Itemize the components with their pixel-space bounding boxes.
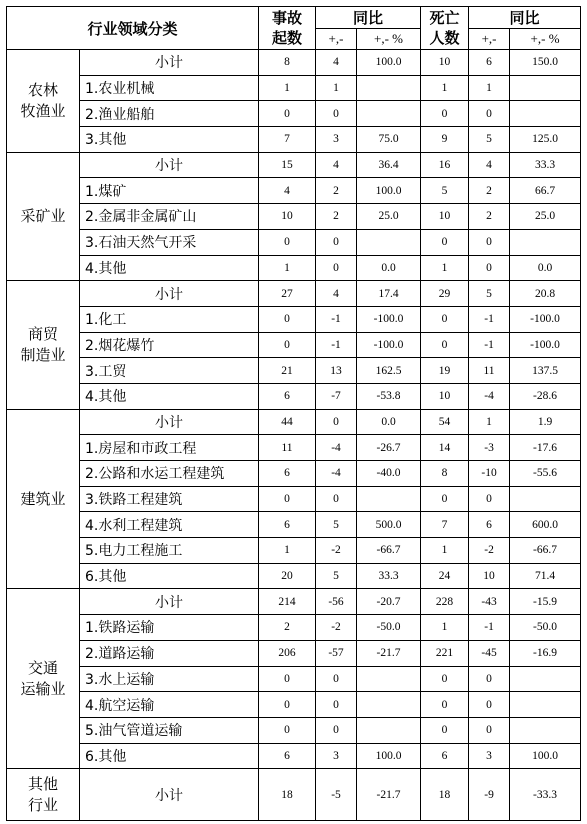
accident-abs-change: 2 xyxy=(316,204,357,230)
table-row xyxy=(7,204,581,230)
accident-abs-change: -57 xyxy=(316,640,357,666)
header-yoy-accidents: 同比 xyxy=(316,7,421,29)
death-abs-change: 6 xyxy=(469,512,510,538)
item-label: 3.工贸 xyxy=(80,358,259,384)
category-cell: 农林 牧渔业 xyxy=(7,50,80,153)
accident-abs-change: -7 xyxy=(316,383,357,409)
accident-pct-change: 0.0 xyxy=(357,409,421,435)
death-abs-change: 3 xyxy=(469,743,510,769)
death-count: 221 xyxy=(421,640,469,666)
accident-pct-change: 36.4 xyxy=(357,152,421,178)
item-label: 4.其他 xyxy=(80,383,259,409)
header-category: 行业领域分类 xyxy=(7,7,259,50)
death-abs-change: 0 xyxy=(469,692,510,718)
item-label: 2.道路运输 xyxy=(80,640,259,666)
death-abs-change: 5 xyxy=(469,281,510,307)
accident-abs-change: 0 xyxy=(316,101,357,127)
accident-count: 44 xyxy=(259,409,316,435)
death-pct-change xyxy=(510,486,581,512)
item-label: 4.其他 xyxy=(80,255,259,281)
accident-count: 0 xyxy=(259,332,316,358)
accident-pct-change: 500.0 xyxy=(357,512,421,538)
accident-abs-change: 3 xyxy=(316,743,357,769)
header-accidents: 事故 起数 xyxy=(259,7,316,50)
item-label: 1.煤矿 xyxy=(80,178,259,204)
accident-pct-change xyxy=(357,486,421,512)
death-pct-change: 71.4 xyxy=(510,563,581,589)
item-label: 小计 xyxy=(80,589,259,615)
accident-count: 11 xyxy=(259,435,316,461)
accident-count: 27 xyxy=(259,281,316,307)
death-count: 54 xyxy=(421,409,469,435)
accident-abs-change: 0 xyxy=(316,717,357,743)
death-pct-change: 0.0 xyxy=(510,255,581,281)
death-pct-change xyxy=(510,692,581,718)
death-pct-change: 125.0 xyxy=(510,127,581,153)
accident-count: 0 xyxy=(259,306,316,332)
table-row xyxy=(7,486,581,512)
death-pct-change xyxy=(510,666,581,692)
death-abs-change: -45 xyxy=(469,640,510,666)
death-count: 0 xyxy=(421,101,469,127)
category-cell: 交通 运输业 xyxy=(7,589,80,769)
table-row xyxy=(7,255,581,281)
death-pct-change: 150.0 xyxy=(510,50,581,76)
death-abs-change: 5 xyxy=(469,127,510,153)
item-label: 3.水上运输 xyxy=(80,666,259,692)
table-row xyxy=(7,229,581,255)
header-deaths: 死亡 人数 xyxy=(421,7,469,50)
accident-abs-change: -56 xyxy=(316,589,357,615)
accident-count: 8 xyxy=(259,50,316,76)
death-abs-change: -4 xyxy=(469,383,510,409)
accident-count: 2 xyxy=(259,615,316,641)
table-header xyxy=(7,7,581,50)
accident-pct-change: -21.7 xyxy=(357,769,421,821)
death-count: 7 xyxy=(421,512,469,538)
accident-count: 0 xyxy=(259,692,316,718)
table-row xyxy=(7,101,581,127)
accident-count: 4 xyxy=(259,178,316,204)
accident-pct-change xyxy=(357,75,421,101)
accident-pct-change: -21.7 xyxy=(357,640,421,666)
accident-pct-change: 17.4 xyxy=(357,281,421,307)
death-pct-change: 100.0 xyxy=(510,743,581,769)
table-row xyxy=(7,461,581,487)
death-abs-change: 10 xyxy=(469,563,510,589)
industry-accident-table xyxy=(6,6,581,821)
table-row-subtotal xyxy=(7,50,581,76)
header-accidents-pct-change: +,- % xyxy=(357,29,421,50)
death-count: 0 xyxy=(421,692,469,718)
accident-abs-change: 0 xyxy=(316,409,357,435)
table-row xyxy=(7,75,581,101)
accident-abs-change: 0 xyxy=(316,486,357,512)
accident-pct-change: -26.7 xyxy=(357,435,421,461)
accident-abs-change: 4 xyxy=(316,281,357,307)
item-label: 1.农业机械 xyxy=(80,75,259,101)
death-abs-change: 4 xyxy=(469,152,510,178)
death-count: 16 xyxy=(421,152,469,178)
accident-count: 0 xyxy=(259,666,316,692)
accident-count: 6 xyxy=(259,512,316,538)
death-count: 1 xyxy=(421,615,469,641)
item-label: 4.航空运输 xyxy=(80,692,259,718)
accident-pct-change xyxy=(357,101,421,127)
item-label: 2.公路和水运工程建筑 xyxy=(80,461,259,487)
table-row-subtotal xyxy=(7,409,581,435)
table-row xyxy=(7,435,581,461)
death-abs-change: 1 xyxy=(469,75,510,101)
table-row xyxy=(7,332,581,358)
category-cell: 采矿业 xyxy=(7,152,80,280)
accident-abs-change: -1 xyxy=(316,306,357,332)
item-label: 1.铁路运输 xyxy=(80,615,259,641)
death-abs-change: 2 xyxy=(469,178,510,204)
table-row-subtotal xyxy=(7,589,581,615)
death-pct-change: -17.6 xyxy=(510,435,581,461)
accident-count: 1 xyxy=(259,538,316,564)
death-abs-change: 2 xyxy=(469,204,510,230)
death-count: 5 xyxy=(421,178,469,204)
accident-count: 0 xyxy=(259,717,316,743)
death-count: 10 xyxy=(421,50,469,76)
item-label: 小计 xyxy=(80,409,259,435)
accident-pct-change: 25.0 xyxy=(357,204,421,230)
death-abs-change: 1 xyxy=(469,409,510,435)
death-pct-change: 600.0 xyxy=(510,512,581,538)
item-label: 1.化工 xyxy=(80,306,259,332)
accident-pct-change xyxy=(357,692,421,718)
header-deaths-abs-change: +,- xyxy=(469,29,510,50)
accident-pct-change: 75.0 xyxy=(357,127,421,153)
table-row xyxy=(7,615,581,641)
death-count: 0 xyxy=(421,666,469,692)
death-abs-change: -1 xyxy=(469,332,510,358)
accident-abs-change: 13 xyxy=(316,358,357,384)
accident-pct-change: 33.3 xyxy=(357,563,421,589)
item-label: 小计 xyxy=(80,769,259,821)
accident-count: 6 xyxy=(259,383,316,409)
accident-count: 20 xyxy=(259,563,316,589)
item-label: 3.石油天然气开采 xyxy=(80,229,259,255)
death-count: 10 xyxy=(421,383,469,409)
accident-count: 214 xyxy=(259,589,316,615)
death-count: 18 xyxy=(421,769,469,821)
death-pct-change xyxy=(510,229,581,255)
item-label: 5.电力工程施工 xyxy=(80,538,259,564)
accident-abs-change: -4 xyxy=(316,435,357,461)
item-label: 5.油气管道运输 xyxy=(80,717,259,743)
death-count: 0 xyxy=(421,486,469,512)
death-pct-change: 33.3 xyxy=(510,152,581,178)
table-row xyxy=(7,563,581,589)
death-pct-change: -28.6 xyxy=(510,383,581,409)
death-abs-change: 11 xyxy=(469,358,510,384)
death-pct-change: -100.0 xyxy=(510,306,581,332)
death-pct-change: 25.0 xyxy=(510,204,581,230)
table-row xyxy=(7,383,581,409)
accident-pct-change: 100.0 xyxy=(357,743,421,769)
accident-abs-change: 4 xyxy=(316,50,357,76)
accident-abs-change: 4 xyxy=(316,152,357,178)
accident-abs-change: 0 xyxy=(316,255,357,281)
death-count: 1 xyxy=(421,255,469,281)
accident-pct-change: 162.5 xyxy=(357,358,421,384)
table-row-subtotal xyxy=(7,769,581,821)
death-count: 14 xyxy=(421,435,469,461)
accident-count: 6 xyxy=(259,743,316,769)
table-row xyxy=(7,127,581,153)
item-label: 2.烟花爆竹 xyxy=(80,332,259,358)
death-pct-change: -50.0 xyxy=(510,615,581,641)
accident-abs-change: 3 xyxy=(316,127,357,153)
death-count: 1 xyxy=(421,538,469,564)
item-label: 3.其他 xyxy=(80,127,259,153)
death-abs-change: -10 xyxy=(469,461,510,487)
accident-pct-change xyxy=(357,229,421,255)
table-body xyxy=(7,50,581,821)
death-count: 0 xyxy=(421,717,469,743)
accident-pct-change: -50.0 xyxy=(357,615,421,641)
death-abs-change: -1 xyxy=(469,306,510,332)
accident-abs-change: 0 xyxy=(316,666,357,692)
death-count: 24 xyxy=(421,563,469,589)
accident-pct-change xyxy=(357,666,421,692)
death-count: 10 xyxy=(421,204,469,230)
death-abs-change: 0 xyxy=(469,717,510,743)
accident-abs-change: 5 xyxy=(316,563,357,589)
accident-pct-change: 0.0 xyxy=(357,255,421,281)
death-count: 0 xyxy=(421,306,469,332)
accident-count: 0 xyxy=(259,229,316,255)
table-row-subtotal xyxy=(7,152,581,178)
category-cell: 其他 行业 xyxy=(7,769,80,821)
item-label: 6.其他 xyxy=(80,743,259,769)
accident-pct-change: -53.8 xyxy=(357,383,421,409)
death-pct-change: 20.8 xyxy=(510,281,581,307)
item-label: 1.房屋和市政工程 xyxy=(80,435,259,461)
death-abs-change: 0 xyxy=(469,229,510,255)
item-label: 2.渔业船舶 xyxy=(80,101,259,127)
item-label: 小计 xyxy=(80,281,259,307)
death-abs-change: -1 xyxy=(469,615,510,641)
accident-abs-change: 0 xyxy=(316,692,357,718)
table-row xyxy=(7,306,581,332)
death-abs-change: 0 xyxy=(469,255,510,281)
item-label: 小计 xyxy=(80,50,259,76)
table-row xyxy=(7,743,581,769)
accident-count: 7 xyxy=(259,127,316,153)
accident-pct-change: -100.0 xyxy=(357,306,421,332)
table-row xyxy=(7,358,581,384)
death-pct-change: 66.7 xyxy=(510,178,581,204)
accident-pct-change: -66.7 xyxy=(357,538,421,564)
accident-abs-change: 0 xyxy=(316,229,357,255)
item-label: 3.铁路工程建筑 xyxy=(80,486,259,512)
death-pct-change: 1.9 xyxy=(510,409,581,435)
table-row xyxy=(7,512,581,538)
accident-pct-change xyxy=(357,717,421,743)
table-row xyxy=(7,692,581,718)
table-row-subtotal xyxy=(7,281,581,307)
accident-abs-change: -5 xyxy=(316,769,357,821)
death-count: 9 xyxy=(421,127,469,153)
death-count: 29 xyxy=(421,281,469,307)
accident-count: 1 xyxy=(259,75,316,101)
table-row xyxy=(7,717,581,743)
death-count: 0 xyxy=(421,332,469,358)
accident-abs-change: -1 xyxy=(316,332,357,358)
death-count: 6 xyxy=(421,743,469,769)
death-abs-change: -3 xyxy=(469,435,510,461)
death-pct-change: -16.9 xyxy=(510,640,581,666)
death-abs-change: 6 xyxy=(469,50,510,76)
category-cell: 建筑业 xyxy=(7,409,80,589)
header-deaths-pct-change: +,- % xyxy=(510,29,581,50)
death-count: 19 xyxy=(421,358,469,384)
accident-pct-change: 100.0 xyxy=(357,50,421,76)
item-label: 2.金属非金属矿山 xyxy=(80,204,259,230)
accident-count: 21 xyxy=(259,358,316,384)
accident-abs-change: -2 xyxy=(316,615,357,641)
death-abs-change: -2 xyxy=(469,538,510,564)
accident-pct-change: -40.0 xyxy=(357,461,421,487)
header-accidents-abs-change: +,- xyxy=(316,29,357,50)
accident-count: 0 xyxy=(259,101,316,127)
item-label: 4.水利工程建筑 xyxy=(80,512,259,538)
death-abs-change: 0 xyxy=(469,666,510,692)
accident-pct-change: 100.0 xyxy=(357,178,421,204)
death-count: 0 xyxy=(421,229,469,255)
death-pct-change: -55.6 xyxy=(510,461,581,487)
death-pct-change xyxy=(510,75,581,101)
death-count: 8 xyxy=(421,461,469,487)
accident-count: 0 xyxy=(259,486,316,512)
accident-count: 10 xyxy=(259,204,316,230)
death-pct-change: 137.5 xyxy=(510,358,581,384)
death-pct-change: -100.0 xyxy=(510,332,581,358)
accident-abs-change: -4 xyxy=(316,461,357,487)
death-pct-change xyxy=(510,717,581,743)
accident-abs-change: 5 xyxy=(316,512,357,538)
death-count: 228 xyxy=(421,589,469,615)
table-row xyxy=(7,666,581,692)
accident-abs-change: 1 xyxy=(316,75,357,101)
accident-count: 6 xyxy=(259,461,316,487)
death-abs-change: 0 xyxy=(469,101,510,127)
death-pct-change xyxy=(510,101,581,127)
table-row xyxy=(7,538,581,564)
death-pct-change: -15.9 xyxy=(510,589,581,615)
accident-pct-change: -20.7 xyxy=(357,589,421,615)
accident-count: 15 xyxy=(259,152,316,178)
death-pct-change: -66.7 xyxy=(510,538,581,564)
death-abs-change: 0 xyxy=(469,486,510,512)
accident-pct-change: -100.0 xyxy=(357,332,421,358)
table-row xyxy=(7,640,581,666)
accident-abs-change: -2 xyxy=(316,538,357,564)
item-label: 6.其他 xyxy=(80,563,259,589)
header-yoy-deaths: 同比 xyxy=(469,7,581,29)
accident-abs-change: 2 xyxy=(316,178,357,204)
accident-count: 18 xyxy=(259,769,316,821)
death-count: 1 xyxy=(421,75,469,101)
accident-count: 206 xyxy=(259,640,316,666)
death-abs-change: -9 xyxy=(469,769,510,821)
accident-count: 1 xyxy=(259,255,316,281)
death-pct-change: -33.3 xyxy=(510,769,581,821)
item-label: 小计 xyxy=(80,152,259,178)
table-row xyxy=(7,178,581,204)
death-abs-change: -43 xyxy=(469,589,510,615)
category-cell: 商贸 制造业 xyxy=(7,281,80,409)
